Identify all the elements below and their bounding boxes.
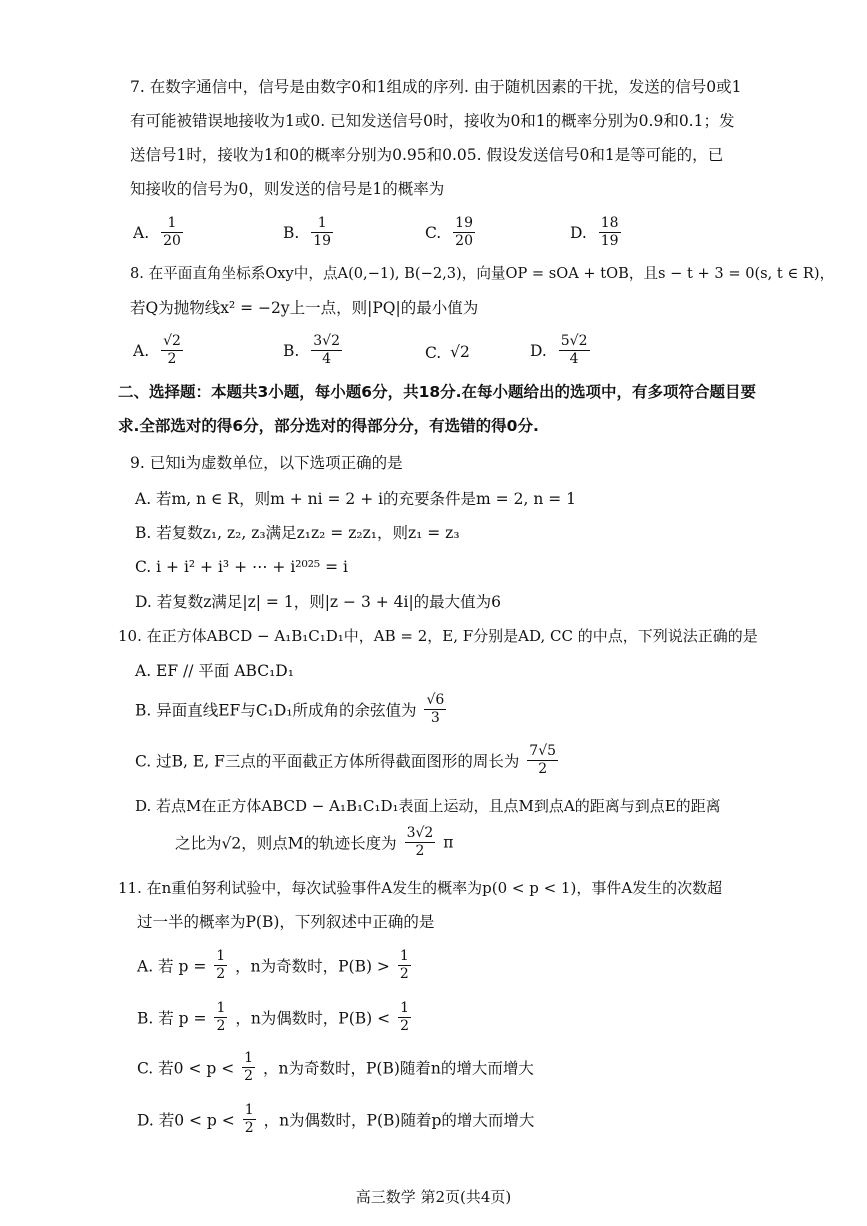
q9-option-c: C. i + i² + i³ + ⋯ + i²⁰²⁵ = i [135, 558, 348, 576]
q10-option-c-fraction: $\frac{7√5}{2}$ [529, 743, 557, 777]
q10-option-a: A. EF // 平面 ABC₁D₁ [135, 662, 294, 680]
section2-header-line1: 二、选择题：本题共3小题，每小题6分，共18分.在每小题给出的选项中，有多项符合题目要 [118, 383, 757, 401]
q8-line2: 若Q为抛物线x² = −2y上一点，则|PQ|的最小值为 [130, 299, 479, 317]
q9-option-d: D. 若复数z满足|z| = 1，则|z − 3 + 4i|的最大值为6 [135, 593, 502, 611]
q7-line4: 知接收的信号为0，则发送的信号是1的概率为 [130, 180, 445, 198]
q10-stem: 10. 在正方体ABCD − A₁B₁C₁D₁中，AB = 2，E, F分别是AD, CC 的中点，下列说法正确的是 [118, 627, 758, 645]
q9-stem: 9. 已知i为虚数单位，以下选项正确的是 [130, 454, 403, 472]
q7-option-a-label: A. [133, 223, 150, 242]
q10-option-b: B. 异面直线EF与C₁D₁所成角的余弦值为 $\frac{√6}{3}$ [135, 692, 445, 726]
section2-header-line2: 求.全部选对的得6分，部分选对的得部分分，有选错的得0分. [118, 417, 539, 435]
q10-option-b-fraction: $\frac{√6}{3}$ [426, 692, 445, 726]
q7-line1: 7. 在数字通信中，信号是由数字0和1组成的序列. 由于随机因素的干扰，发送的信号0或1 [130, 78, 742, 96]
q8-line1: 8. 在平面直角坐标系Oxy中，点A(0,−1), B(−2,3)，向量OP = sOA + tOB，且s − t + 3 = 0(s, t ∈ R)， [130, 265, 835, 282]
q8-option-a: A. $\frac{√2}{2}$ [133, 333, 181, 367]
q7-option-d-label: D. [570, 223, 587, 242]
q7-line3: 送信号1时，接收为1和0的概率分别为0.95和0.05. 假设发送信号0和1是等可能的，已 [130, 146, 724, 164]
q7-option-a [133, 215, 186, 250]
q7-option-d [570, 215, 624, 250]
q7-option-b-label: B. [283, 223, 300, 242]
q11-line1: 11. 在n重伯努利试验中，每次试验事件A发生的概率为p(0 < p < 1)，事件A发生的次数超 [118, 879, 723, 897]
q8-option-b: B. $\frac{3√2}{4}$ [283, 333, 341, 367]
q11-option-c: C. 若0 < p < $\frac{1}{2}$ ，n为奇数时，P(B)随着n的增大而增大 [137, 1050, 534, 1084]
q10-option-d-fraction: $\frac{3√2}{2}$ [406, 825, 434, 859]
q9-option-b: B. 若复数z₁, z₂, z₃满足z₁z₂ = z₂z₁，则z₁ = z₃ [135, 524, 460, 542]
q9-option-a: A. 若m, n ∈ R，则m + ni = 2 + i的充要条件是m = 2, n = 1 [135, 490, 577, 508]
q7-option-c-label: C. [425, 223, 442, 242]
q7-option-d-fraction: $\frac{18}{19}$ [600, 215, 619, 249]
q10-option-c: C. 过B, E, F三点的平面截正方体所得截面图形的周长为 $\frac{7√5}{2}$ [135, 743, 557, 777]
q7-option-a-fraction: $\frac{1}{20}$ [163, 215, 181, 249]
q7-option-c [425, 215, 478, 250]
q10-option-d-line2: 之比为√2，则点M的轨迹长度为 $\frac{3√2}{2}$ π [175, 825, 454, 859]
q7-option-b-fraction: $\frac{1}{19}$ [313, 215, 332, 249]
q7-option-b [283, 215, 336, 250]
page-footer: 高三数学 第2页(共4页) [355, 1188, 512, 1206]
q11-option-d: D. 若0 < p < $\frac{1}{2}$ ，n为偶数时，P(B)随着p的增大而增大 [137, 1102, 535, 1136]
q7-option-c-fraction: $\frac{19}{20}$ [455, 215, 473, 249]
q11-option-a: A. 若 p = $\frac{1}{2}$ ，n为奇数时，P(B) > $\frac{1}{2}$ [137, 948, 409, 982]
q8-option-d: D. $\frac{5√2}{4}$ [530, 333, 588, 367]
q11-option-b: B. 若 p = $\frac{1}{2}$ ，n为偶数时，P(B) < $\frac{1}{2}$ [137, 1000, 409, 1034]
q8-option-c: C. √2 [425, 343, 470, 362]
q10-option-d-line1: D. 若点M在正方体ABCD − A₁B₁C₁D₁表面上运动，且点M到点A的距离与到点E的距离 [135, 797, 721, 815]
q11-line2: 过一半的概率为P(B)，下列叙述中正确的是 [137, 913, 435, 931]
q7-line2: 有可能被错误地接收为1或0. 已知发送信号0时，接收为0和1的概率分别为0.9和0.1；发 [130, 112, 735, 130]
